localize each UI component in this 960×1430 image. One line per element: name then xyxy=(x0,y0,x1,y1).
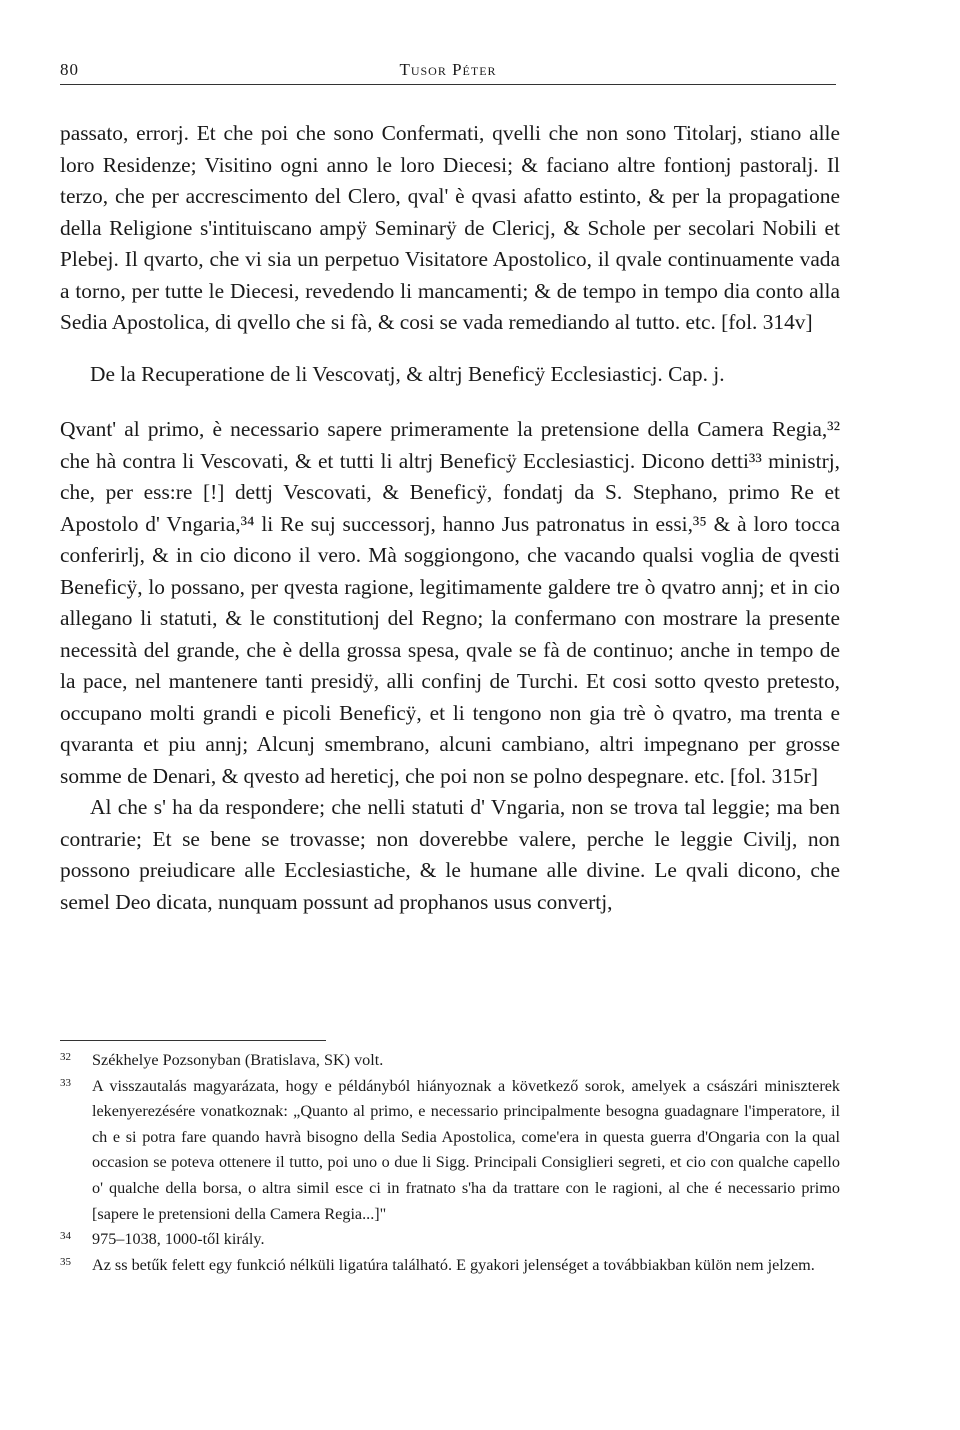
footnote-rule xyxy=(60,1040,326,1041)
footnote-number: 33 xyxy=(60,1076,71,1089)
paragraph-1: passato, errorj. Et che poi che sono Confermati, qvelli che non sono Titolarj, stiano alle loro Residenze; Visitino ogni anno le loro Diecesi; & faciano altre fontionj pastoralj. Il terzo, che per accrescimento del Clero, qval' è qvasi afatto estinto, & per la propagatione della Religione s'intituiscano ampÿ Seminarÿ de Clericj, & Schole per secolari Nobili et Plebej. Il qvarto, che vi sia un perpetuo Visitatore Apostolico, il qvale continuamente vada a torno, per tutte le Diecesi, revedendo li mancamenti; & de tempo in tempo dia conto alla Sedia Apostolica, di qvello che si fà, & cosi se vada remediando al tutto. etc. [fol. 314v] xyxy=(60,121,840,334)
footnote-text: 975–1038, 1000-től király. xyxy=(92,1230,265,1249)
footnote-text: Székhelye Pozsonyban (Bratislava, SK) volt. xyxy=(92,1051,384,1069)
footnote-35 xyxy=(60,1253,840,1279)
footnotes xyxy=(60,1048,840,1278)
footnote-34 xyxy=(60,1227,840,1253)
footnote-number: 35 xyxy=(60,1255,71,1268)
running-head-author: Tusor Péter xyxy=(399,60,497,79)
paragraph-3: Al che s' ha da respondere; che nelli statuti d' Vngaria, non se trova tal leggie; ma ben contrarie; Et se bene se trovasse; non doverebbe valere, perche le leggie Civilj, non possono preiudicare alle Ecclesiastiche, & le humane alle divine. Le qvali dicono, che semel Deo dicata, nunquam possunt ad prophanos usus convertj, xyxy=(60,795,840,914)
running-head xyxy=(60,58,836,85)
paragraph-2: Qvant' al primo, è necessario sapere primeramente la pretensione della Camera Regia,³² che hà contra li Vescovati, & et tutti li altrj Beneficÿ Ecclesiasticj. Dicono detti³³ ministrj, che, per ess:re [!] dettj Vescovati, & Beneficÿ, fondatj da S. Stephano, primo Re et Apostolo d' Vngaria,³⁴ li Re suj successorj, hanno Jus patronatus in essi,³⁵ & à loro tocca conferirlj, & in cio dicono il vero. Mà soggiongono, che vacando qualsi voglia de qvesti Beneficÿ, lo possano, per qvesta ragione, legitimamente galdere tre ò qvatro annj; et in cio allegano li statuti, & le constitutionj del Regno; la confermano con mostrare la presente necessità del grande, che è della grossa spesa, qvale se fà de continuo; anche in tempo de la pace, nel mantenere tanti presidÿ, alli confinj de Turchi. Et cosi sotto qvesto pretesto, occupano molti grandi e picoli Beneficÿ, et li tengono non gia trè ò qvatro, ma trenta e qvaranta et piu annj; Alcunj smembrano, alcuni cambiano, altri impegnano per grosse somme de Denari, & qvesto ad hereticj, che poi non se polno despegnare. etc. [fol. 315r] xyxy=(60,417,840,788)
chapter-heading: De la Recuperatione de li Vescovatj, & altrj Beneficÿ Ecclesiasticj. Cap. j. xyxy=(90,361,725,386)
main-text xyxy=(60,118,840,918)
footnote-text: Az ss betűk felett egy funkció nélküli ligatúra található. E gyakori jelenséget a továbbiakban külön nem jelzem. xyxy=(92,1255,815,1274)
footnote-text: A visszautalás magyarázata, hogy e példányból hiányoznak a következő sorok, amelyek a császári miniszterek lekenyerezésére vonatkoznak: „Quanto al primo, e necessario principalmente besogna guadagnare l'imperatore, il ch e si potra fare quando havrà bisogno della Sedia Apostolica, come'era in questa guerra d'Ongaria con la qual occasion se poteva ottenere il tutto, poi uno o due li Sigg. Principali Consiglieri segreti, et cio con qualche capello o' qualche della borsa, o altra simil esce ci in fratnato s'ha da trattare con le ragioni, al che é necessario primo [sapere le pretensioni della Camera Regia...]" xyxy=(92,1076,840,1223)
footnote-33 xyxy=(60,1074,840,1228)
footnote-number: 32 xyxy=(60,1051,71,1063)
page-number: 80 xyxy=(60,60,79,79)
footnote-32 xyxy=(60,1048,840,1074)
footnote-number: 34 xyxy=(60,1230,71,1243)
